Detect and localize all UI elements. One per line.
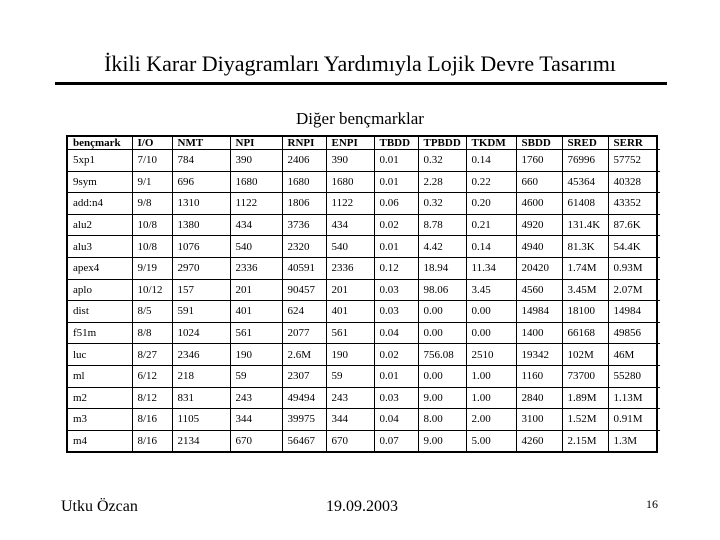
table-cell: 218 — [172, 365, 230, 387]
table-cell: 4260 — [516, 430, 562, 451]
table-cell: 1680 — [230, 171, 282, 193]
table-cell: 1760 — [516, 150, 562, 172]
table-cell: 90457 — [282, 279, 326, 301]
table-cell: 4560 — [516, 279, 562, 301]
table-cell: 696 — [172, 171, 230, 193]
slide-subtitle: Diğer bençmarklar — [296, 109, 424, 128]
table-cell: 831 — [172, 387, 230, 409]
table-cell: 1122 — [230, 193, 282, 215]
benchmark-name-cell: ml — [68, 365, 132, 387]
column-header: SRED — [562, 137, 608, 150]
table-cell: 49494 — [282, 387, 326, 409]
table-cell: 401 — [326, 301, 374, 323]
table-header — [68, 137, 660, 150]
table-cell: 8/27 — [132, 344, 172, 366]
table-cell: 1.89M — [562, 387, 608, 409]
benchmark-name-cell: apex4 — [68, 257, 132, 279]
table-cell: 2.07M — [608, 279, 660, 301]
table-cell: 201 — [230, 279, 282, 301]
table-cell: 1806 — [282, 193, 326, 215]
benchmark-name-cell: alu3 — [68, 236, 132, 258]
page-number: 16 — [646, 497, 658, 511]
table-cell: 1024 — [172, 322, 230, 344]
table-cell: 434 — [326, 214, 374, 236]
table-cell: 0.04 — [374, 409, 418, 431]
table-cell: 0.91M — [608, 409, 660, 431]
table-cell: 344 — [230, 409, 282, 431]
table-cell: 4940 — [516, 236, 562, 258]
table-cell: 2.28 — [418, 171, 466, 193]
table-cell: 390 — [230, 150, 282, 172]
column-header: TBDD — [374, 137, 418, 150]
table-cell: 8/16 — [132, 430, 172, 451]
table-row — [68, 365, 660, 387]
table-cell: 8.00 — [418, 409, 466, 431]
table-cell: 10/8 — [132, 214, 172, 236]
table-cell: 1105 — [172, 409, 230, 431]
table-cell: 401 — [230, 301, 282, 323]
benchmark-name-cell: add:n4 — [68, 193, 132, 215]
table-cell: 0.01 — [374, 150, 418, 172]
footer-date: 19.09.2003 — [326, 498, 398, 515]
table-row — [68, 344, 660, 366]
header-row — [68, 137, 660, 150]
table-cell: 0.21 — [466, 214, 516, 236]
table-cell: 390 — [326, 150, 374, 172]
table-row — [68, 430, 660, 451]
table-cell: 2406 — [282, 150, 326, 172]
column-header: NPI — [230, 137, 282, 150]
table-cell: 66168 — [562, 322, 608, 344]
benchmark-name-cell: dist — [68, 301, 132, 323]
benchmark-table — [68, 137, 660, 451]
table-cell: 39975 — [282, 409, 326, 431]
column-header: RNPI — [282, 137, 326, 150]
table-cell: 18100 — [562, 301, 608, 323]
table-cell: 59 — [326, 365, 374, 387]
table-cell: 1.52M — [562, 409, 608, 431]
table-cell: 0.14 — [466, 236, 516, 258]
table-cell: 0.32 — [418, 193, 466, 215]
table-cell: 2.15M — [562, 430, 608, 451]
table-cell: 2336 — [326, 257, 374, 279]
table-cell: 4600 — [516, 193, 562, 215]
benchmark-name-cell: alu2 — [68, 214, 132, 236]
table-cell: 102M — [562, 344, 608, 366]
table-cell: 1076 — [172, 236, 230, 258]
table-row — [68, 322, 660, 344]
table-cell: 2.6M — [282, 344, 326, 366]
table-cell: 1.00 — [466, 387, 516, 409]
table-cell: 1680 — [326, 171, 374, 193]
table-cell: 0.00 — [418, 365, 466, 387]
table-row — [68, 257, 660, 279]
table-cell: 57752 — [608, 150, 660, 172]
table-cell: 1160 — [516, 365, 562, 387]
table-cell: 9.00 — [418, 430, 466, 451]
table-cell: 0.03 — [374, 279, 418, 301]
table-cell: 2840 — [516, 387, 562, 409]
table-cell: 5.00 — [466, 430, 516, 451]
table-cell: 0.02 — [374, 344, 418, 366]
table-cell: 0.00 — [466, 322, 516, 344]
table-cell: 43352 — [608, 193, 660, 215]
table-cell: 1.3M — [608, 430, 660, 451]
table-cell: 46M — [608, 344, 660, 366]
table-row — [68, 301, 660, 323]
table-cell: 3.45M — [562, 279, 608, 301]
table-cell: 18.94 — [418, 257, 466, 279]
table-row — [68, 171, 660, 193]
table-cell: 87.6K — [608, 214, 660, 236]
table-cell: 1380 — [172, 214, 230, 236]
table-cell: 0.93M — [608, 257, 660, 279]
benchmark-table-frame — [66, 135, 658, 453]
table-cell: 19342 — [516, 344, 562, 366]
table-cell: 49856 — [608, 322, 660, 344]
table-cell: 591 — [172, 301, 230, 323]
table-cell: 0.00 — [418, 322, 466, 344]
table-cell: 2970 — [172, 257, 230, 279]
table-cell: 11.34 — [466, 257, 516, 279]
table-cell: 14984 — [608, 301, 660, 323]
table-cell: 0.01 — [374, 365, 418, 387]
table-cell: 73700 — [562, 365, 608, 387]
table-cell: 243 — [230, 387, 282, 409]
table-cell: 9/19 — [132, 257, 172, 279]
column-header: TKDM — [466, 137, 516, 150]
table-cell: 3100 — [516, 409, 562, 431]
table-cell: 2134 — [172, 430, 230, 451]
table-row — [68, 236, 660, 258]
table-cell: 8/12 — [132, 387, 172, 409]
table-cell: 8/8 — [132, 322, 172, 344]
table-cell: 660 — [516, 171, 562, 193]
table-cell: 40328 — [608, 171, 660, 193]
table-cell: 1.74M — [562, 257, 608, 279]
table-cell: 81.3K — [562, 236, 608, 258]
table-cell: 3.45 — [466, 279, 516, 301]
table-cell: 10/12 — [132, 279, 172, 301]
table-row — [68, 193, 660, 215]
table-cell: 7/10 — [132, 150, 172, 172]
table-cell: 2320 — [282, 236, 326, 258]
benchmark-name-cell: aplo — [68, 279, 132, 301]
table-cell: 6/12 — [132, 365, 172, 387]
benchmark-name-cell: 5xp1 — [68, 150, 132, 172]
table-cell: 0.12 — [374, 257, 418, 279]
table-cell: 624 — [282, 301, 326, 323]
column-header: NMT — [172, 137, 230, 150]
footer-author: Utku Özcan — [61, 498, 138, 515]
table-cell: 55280 — [608, 365, 660, 387]
column-header: SBDD — [516, 137, 562, 150]
table-row — [68, 150, 660, 172]
table-cell: 190 — [230, 344, 282, 366]
table-cell: 54.4K — [608, 236, 660, 258]
table-cell: 4920 — [516, 214, 562, 236]
table-cell: 1680 — [282, 171, 326, 193]
benchmark-name-cell: m4 — [68, 430, 132, 451]
table-cell: 3736 — [282, 214, 326, 236]
table-cell: 243 — [326, 387, 374, 409]
table-cell: 1310 — [172, 193, 230, 215]
title-underline — [55, 82, 667, 85]
table-cell: 20420 — [516, 257, 562, 279]
table-cell: 131.4K — [562, 214, 608, 236]
table-row — [68, 214, 660, 236]
column-header: ENPI — [326, 137, 374, 150]
table-cell: 9/8 — [132, 193, 172, 215]
benchmark-name-cell: 9sym — [68, 171, 132, 193]
table-cell: 1.00 — [466, 365, 516, 387]
table-cell: 45364 — [562, 171, 608, 193]
table-cell: 0.03 — [374, 387, 418, 409]
table-cell: 2346 — [172, 344, 230, 366]
benchmark-name-cell: luc — [68, 344, 132, 366]
table-cell: 0.07 — [374, 430, 418, 451]
table-cell: 1400 — [516, 322, 562, 344]
table-cell: 10/8 — [132, 236, 172, 258]
table-cell: 434 — [230, 214, 282, 236]
table-cell: 2077 — [282, 322, 326, 344]
table-cell: 0.00 — [466, 301, 516, 323]
table-cell: 9/1 — [132, 171, 172, 193]
table-cell: 784 — [172, 150, 230, 172]
benchmark-name-cell: m3 — [68, 409, 132, 431]
table-cell: 201 — [326, 279, 374, 301]
table-cell: 8/16 — [132, 409, 172, 431]
table-cell: 0.04 — [374, 322, 418, 344]
table-cell: 40591 — [282, 257, 326, 279]
column-header: TPBDD — [418, 137, 466, 150]
table-cell: 0.02 — [374, 214, 418, 236]
table-cell: 4.42 — [418, 236, 466, 258]
table-cell: 756.08 — [418, 344, 466, 366]
table-cell: 561 — [326, 322, 374, 344]
table-cell: 8/5 — [132, 301, 172, 323]
table-cell: 2307 — [282, 365, 326, 387]
table-cell: 2510 — [466, 344, 516, 366]
table-cell: 61408 — [562, 193, 608, 215]
column-header: bençmark — [68, 137, 132, 150]
table-cell: 190 — [326, 344, 374, 366]
table-body — [68, 150, 660, 452]
table-cell: 0.00 — [418, 301, 466, 323]
table-cell: 0.06 — [374, 193, 418, 215]
table-cell: 670 — [230, 430, 282, 451]
table-cell: 157 — [172, 279, 230, 301]
table-cell: 2336 — [230, 257, 282, 279]
table-cell: 76996 — [562, 150, 608, 172]
column-header: I/O — [132, 137, 172, 150]
table-row — [68, 387, 660, 409]
table-cell: 0.22 — [466, 171, 516, 193]
table-cell: 1122 — [326, 193, 374, 215]
table-cell: 8.78 — [418, 214, 466, 236]
table-cell: 0.01 — [374, 236, 418, 258]
table-row — [68, 279, 660, 301]
table-cell: 540 — [230, 236, 282, 258]
table-cell: 59 — [230, 365, 282, 387]
benchmark-name-cell: f51m — [68, 322, 132, 344]
table-cell: 1.13M — [608, 387, 660, 409]
table-cell: 0.03 — [374, 301, 418, 323]
table-cell: 0.01 — [374, 171, 418, 193]
table-cell: 14984 — [516, 301, 562, 323]
slide-title: İkili Karar Diyagramları Yardımıyla Lojik Devre Tasarımı — [104, 51, 616, 76]
table-cell: 9.00 — [418, 387, 466, 409]
table-cell: 344 — [326, 409, 374, 431]
table-cell: 561 — [230, 322, 282, 344]
table-cell: 0.32 — [418, 150, 466, 172]
table-cell: 0.14 — [466, 150, 516, 172]
table-cell: 98.06 — [418, 279, 466, 301]
table-cell: 56467 — [282, 430, 326, 451]
benchmark-name-cell: m2 — [68, 387, 132, 409]
table-row — [68, 409, 660, 431]
table-cell: 2.00 — [466, 409, 516, 431]
column-header: SERR — [608, 137, 660, 150]
table-cell: 540 — [326, 236, 374, 258]
table-cell: 0.20 — [466, 193, 516, 215]
table-cell: 670 — [326, 430, 374, 451]
